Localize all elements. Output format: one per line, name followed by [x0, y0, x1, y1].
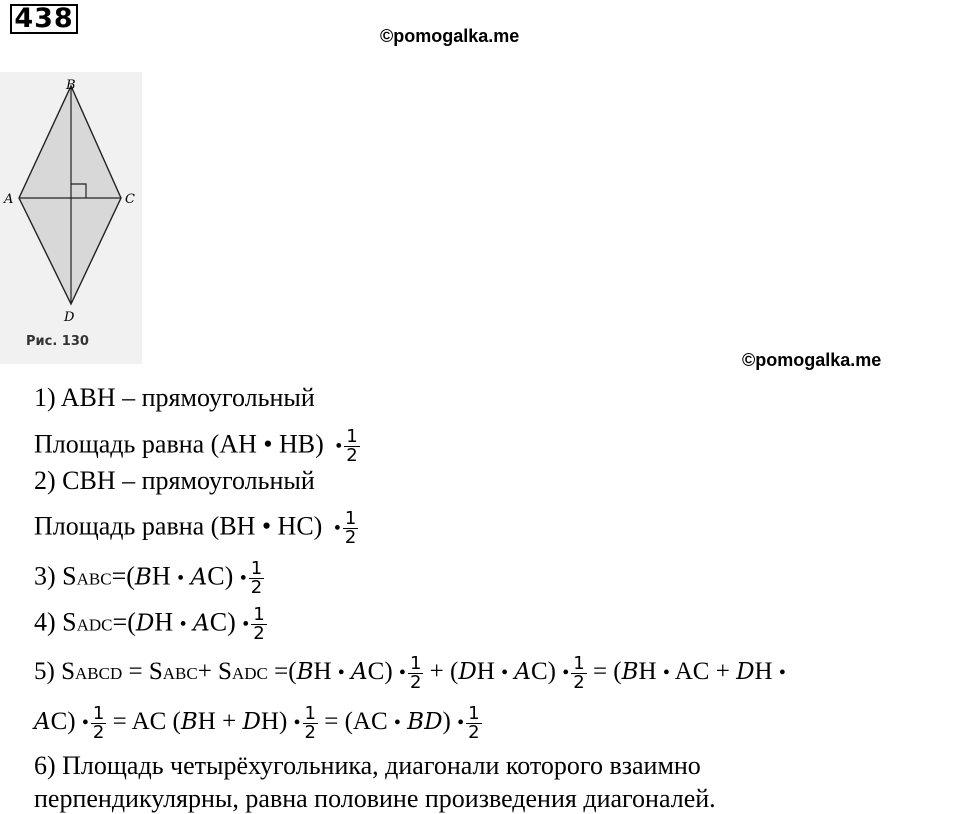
line-7-prefix: 5) S: [34, 658, 75, 686]
solution-line-10: перпендикулярны, равна половине произведения диагоналей.: [34, 784, 716, 813]
label-b: B: [66, 78, 76, 93]
fraction-half: $\frac{1}{2}$: [346, 426, 358, 466]
solution-line-4: [34, 510, 358, 547]
figure-caption: Рис. 130: [26, 334, 89, 349]
line-5-prefix: 3) S: [34, 561, 77, 591]
fraction-half: $\frac{1}{2}$: [250, 558, 263, 598]
line-6-prefix: 4) S: [34, 607, 77, 637]
solution-line-5: 3) SABC=(BH • AC) • $\frac{1}{2}$: [34, 558, 263, 598]
rhombus-figure: [0, 72, 142, 364]
rhombus-shape: [19, 86, 121, 304]
fraction-half: $\frac{1}{2}$: [344, 508, 357, 548]
watermark-top: ©pomogalka.me: [380, 26, 520, 46]
line-5-sub: ABC: [76, 569, 112, 589]
rhombus-diagram: [0, 72, 142, 364]
label-d: D: [64, 310, 75, 325]
bullet-op: •: [330, 435, 343, 458]
solution-line-1: 1) ABH – прямоугольный: [34, 383, 315, 412]
solution-line-3: 2) CBH – прямоугольный: [34, 466, 315, 495]
problem-number: 438: [10, 4, 78, 34]
line-4-text: Площадь равна (BH • HC): [34, 511, 323, 541]
bullet-op: •: [328, 517, 341, 540]
solution-line-9: 6) Площадь четырёхугольника, диагонали которого взаимно: [34, 751, 701, 780]
solution-line-2: [34, 428, 360, 465]
line-6-sub: ADC: [76, 615, 113, 635]
solution-line-8: AC) • $\frac{1}{2}$ = AC (BH + DH) • $\frac{1}{2}$ = (AC • BD) • $\frac{1}{2}$: [34, 703, 480, 743]
watermark-right: ©pomogalka.me: [742, 350, 882, 370]
label-a: A: [4, 192, 14, 207]
solution-line-6: 4) SADC=(DH • AC) • $\frac{1}{2}$: [34, 604, 265, 644]
line-2-text: Площадь равна (AH • HB): [34, 429, 324, 459]
solution-line-7: 5) SABCD = SABC+ SADC =(BH • AC) • $\frac{1}{2}$ + (DH • AC) • $\frac{1}{2}$ = (BH • AC + DH •: [34, 653, 786, 693]
label-c: C: [125, 192, 135, 207]
fraction-half: $\frac{1}{2}$: [253, 604, 265, 644]
